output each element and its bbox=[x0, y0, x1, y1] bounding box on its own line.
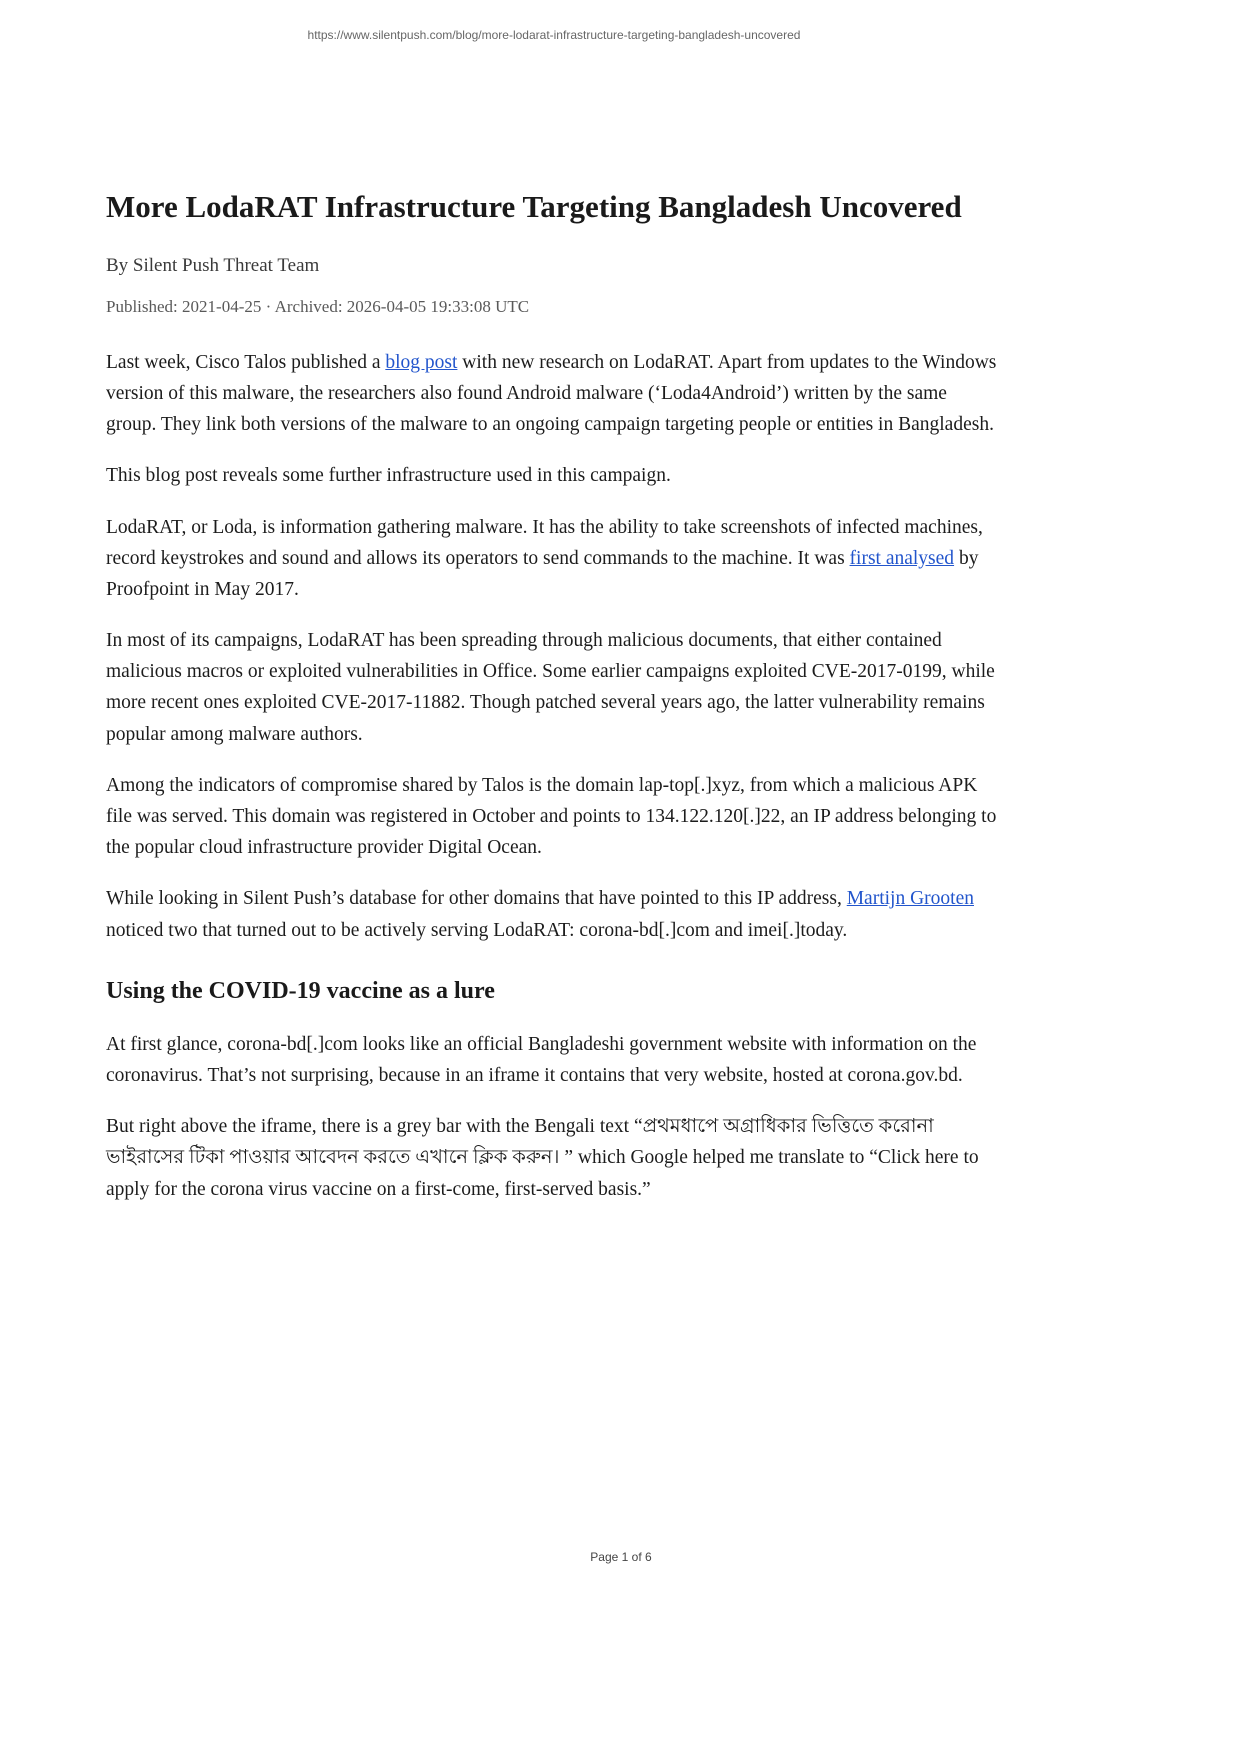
section-heading-covid-lure: Using the COVID-19 vaccine as a lure bbox=[106, 977, 495, 1004]
article bbox=[106, 0, 1001, 1225]
blog-post-link[interactable]: blog post bbox=[385, 351, 458, 373]
article-title: More LodaRAT Infrastructure Targeting Bangladesh Uncovered bbox=[106, 189, 962, 224]
paragraph-1-text-pre: Last week, Cisco Talos published a bbox=[106, 351, 386, 373]
paragraph-3-text-pre: LodaRAT, or Loda, is information gathering malware. It has the ability to take screenshots of infected machines, record keystrokes and sound and allows its operators to send commands to the machine. It was bbox=[106, 516, 983, 569]
paragraph-8: But right above the iframe, there is a grey bar with the Bengali text “প্রথমধাপে অগ্রাধিকার ভিত্তিতে করোনা ভাইরাসের টিকা পাওয়ার আবেদন করতে এখানে ক্লিক করুন। ” which Google helped me translate to “Click here to apply for the corona virus vaccine on a first-come, first-served basis.” bbox=[106, 1116, 979, 1200]
paragraph-6-text-post: noticed two that turned out to be actively serving LodaRAT: corona-bd[.]com and imei[.]today. bbox=[106, 919, 848, 941]
paragraph-1 bbox=[106, 347, 1001, 441]
paragraph-6 bbox=[106, 883, 1001, 945]
paragraph-4: In most of its campaigns, LodaRAT has been spreading through malicious documents, that either contained malicious macros or exploited vulnerabilities in Office. Some earlier campaigns exploited CVE-2017-0199, while more recent ones exploited CVE-2017-11882. Though patched several years ago, the latter vulnerability remains popular among malware authors. bbox=[106, 630, 995, 745]
paragraph-6-text-pre: While looking in Silent Push’s database for other domains that have pointed to this IP address, bbox=[106, 888, 847, 910]
paragraph-5: Among the indicators of compromise shared by Talos is the domain lap-top[.]xyz, from which a malicious APK file was served. This domain was registered in October and points to 134.122.120[.]22, an IP address belonging to the popular cloud infrastructure provider Digital Ocean. bbox=[106, 774, 997, 859]
article-meta: Published: 2021-04-25 · Archived: 2026-04-05 19:33:08 UTC bbox=[106, 296, 530, 316]
martijn-grooten-link[interactable]: Martijn Grooten bbox=[846, 888, 974, 910]
paragraph-2: This blog post reveals some further infrastructure used in this campaign. bbox=[106, 465, 671, 487]
first-analysed-link[interactable]: first analysed bbox=[849, 547, 955, 569]
paragraph-1-text-post: with new research on LodaRAT. Apart from updates to the Windows version of this malware, the researchers also found Android malware (‘Loda4Android’) written by the same group. They link both versions of the malware to an ongoing campaign targeting people or entities in Bangladesh. bbox=[106, 351, 997, 436]
paragraph-3-text-post: by Proofpoint in May 2017. bbox=[106, 547, 979, 600]
article-byline: By Silent Push Threat Team bbox=[106, 254, 320, 276]
print-header-url: https://www.silentpush.com/blog/more-lodarat-infrastructure-targeting-bangladesh-uncovered bbox=[307, 28, 801, 42]
paragraph-7: At first glance, corona-bd[.]com looks like an official Bangladeshi government website with information on the coronavirus. That’s not surprising, because in an iframe it contains that very website, hosted at corona.gov.bd. bbox=[106, 1033, 977, 1086]
print-footer-page-number: Page 1 of 6 bbox=[590, 1550, 652, 1564]
paragraph-3 bbox=[106, 512, 1001, 606]
